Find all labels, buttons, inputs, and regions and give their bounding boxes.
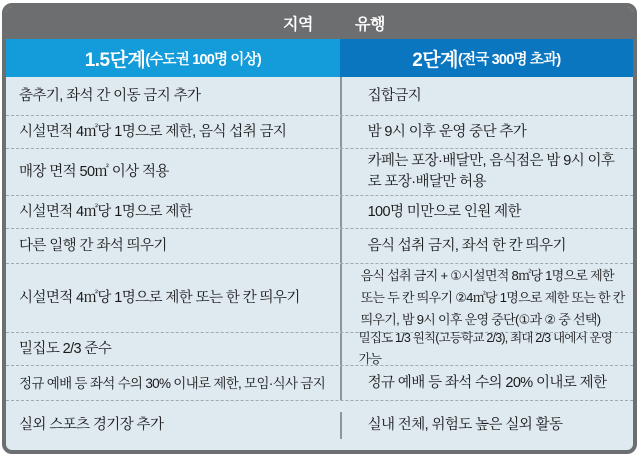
cell-level-1-5: 밀집도 2/3 준수 <box>19 340 112 357</box>
cell-level-2: 정규 예배 등 좌석 수의 20% 이내로 제한 <box>340 366 633 400</box>
column-header-level-1-5 <box>6 39 340 77</box>
table-row <box>6 228 633 263</box>
cell-level-2: 밤 9시 이후 운영 중단 추가 <box>340 116 633 148</box>
cell-level-2: 음식 섭취 금지, 좌석 한 칸 띄우기 <box>340 229 633 263</box>
column-header-level-2 <box>340 39 633 77</box>
cell-level-1-5: 다른 일행 간 좌석 띄우기 <box>19 237 167 254</box>
level-2-subtitle: (전국 300명 초과) <box>458 51 561 68</box>
cell-level-1-5: 시설면적 4㎡당 1명으로 제한 또는 한 칸 띄우기 <box>19 289 300 306</box>
table-body <box>6 77 633 450</box>
distancing-comparison-table <box>2 3 637 454</box>
cell-level-1-5: 시설면적 4㎡당 1명으로 제한 <box>19 203 193 220</box>
table-row <box>6 263 633 332</box>
table-row <box>6 115 633 148</box>
cell-level-2: 100명 미만으로 인원 제한 <box>340 196 633 228</box>
table-row <box>6 400 633 450</box>
region-label: 지역 <box>283 16 313 34</box>
level-2-title: 2단계 <box>412 49 458 71</box>
cell-level-1-5: 실외 스포츠 경기장 추가 <box>19 417 164 433</box>
column-headers <box>6 39 633 77</box>
table-row <box>6 148 633 195</box>
cell-level-2: 집합금지 <box>340 77 633 115</box>
cell-level-2: 실내 전체, 위험도 높은 실외 활동 <box>340 412 633 439</box>
table-row <box>6 332 633 365</box>
cell-level-1-5: 정규 예배 등 좌석 수의 30% 이내로 제한, 모임·식사 금지 <box>19 375 326 391</box>
level-1-5-subtitle: (수도권 100명 이상) <box>145 51 261 68</box>
table-row <box>6 365 633 400</box>
cell-level-2: 음식 섭취 금지 + ①시설면적 8㎡당 1명으로 제한 또는 두 칸 띄우기 ②4㎡당 1명으로 제한 또는 한 칸 띄우기, 밤 9시 이후 운영 중단(①과 ② 중 선택) <box>340 264 633 332</box>
level-1-5-title: 1.5단계 <box>84 49 146 71</box>
cell-level-2: 카페는 포장·배달만, 음식점은 밤 9시 이후로 포장·배달만 허용 <box>340 149 633 195</box>
wave-label: 유행 <box>355 16 385 34</box>
table-row <box>6 77 633 115</box>
cell-level-2: 밀집도 1/3 원칙(고등학교 2/3), 최대 2/3 내에서 운영 가능 <box>340 333 633 365</box>
cell-level-1-5: 매장 면적 50㎡ 이상 적용 <box>19 163 169 180</box>
cell-level-1-5: 시설면적 4㎡당 1명으로 제한, 음식 섭취 금지 <box>19 123 287 140</box>
cell-level-1-5: 춤추기, 좌석 간 이동 금지 추가 <box>19 87 201 104</box>
table-top-band <box>6 7 633 39</box>
table-row <box>6 195 633 228</box>
